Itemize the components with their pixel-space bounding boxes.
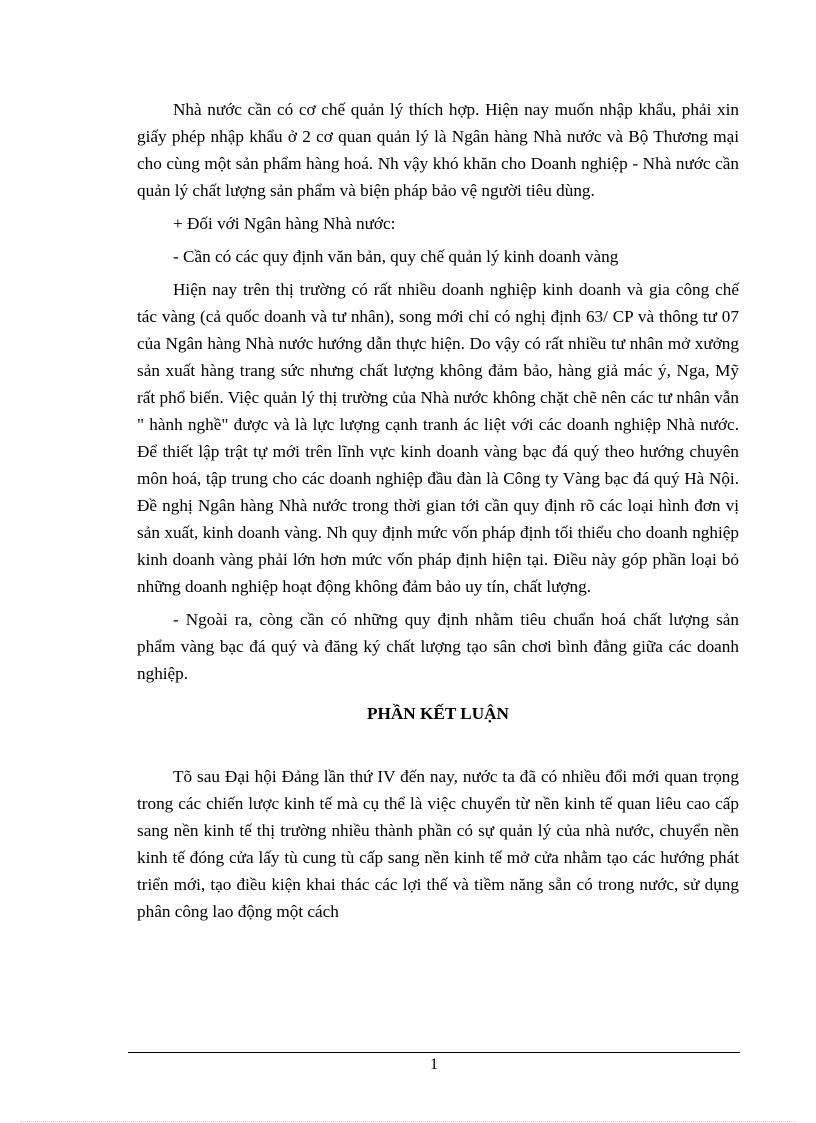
paragraph-import-licensing: Nhà nước cần có cơ chế quản lý thích hợp. Hiện nay muốn nhập khẩu, phải xin giấy phép nhập khẩu ở 2 cơ quan quản lý là Ngân hàng Nhà nước và Bộ Thương mại cho cùng một sản phẩm hàng hoá. Nh vậy khó khăn cho Doanh nghiệp - Nhà nước cần quản lý chất lượng sản phẩm và biện pháp bảo vệ người tiêu dùng. bbox=[137, 100, 739, 200]
page-number: 1 bbox=[430, 1056, 438, 1073]
conclusion-heading: PHẦN KẾT LUẬN bbox=[367, 704, 509, 723]
paragraph-conclusion: Tõ sau Đại hội Đảng lần thứ IV đến nay, nước ta đã có nhiều đổi mới quan trọng trong các chiến lược kinh tế mà cụ thể là việc chuyển từ nền kinh tế quan liêu cao cấp sang nền kinh tế thị trường nhiều thành phần có sự quản lý của nhà nước, chuyển nền kinh tế đóng cửa lấy tù cung tù cấp sang nền kinh tế mở cửa nhằm tạo các hướng phát triển mới, tạo điều kiện khai thác các lợi thế và tiềm năng sẵn có trong nước, sử dụng phân công lao động một cách bbox=[137, 767, 739, 921]
heading-spacer bbox=[137, 727, 739, 763]
page-body bbox=[137, 96, 739, 925]
paragraph-market-situation: Hiện nay trên thị trường có rất nhiều doanh nghiệp kinh doanh và gia công chế tác vàng (cả quốc doanh và tư nhân), song mới chỉ có nghị định 63/ CP và thông tư 07 của Ngân hàng Nhà nước hướng dẫn thực hiện. Do vậy có rất nhiều tư nhân mở xưởng sản xuất hàng trang sức nhưng chất lượng không đảm bảo, hàng giả mác ý, Nga, Mỹ rất phổ biến. Việc quản lý thị trường của Nhà nước không chặt chẽ nên các tư nhân vẫn " hành nghề" được và là lực lượng cạnh tranh ác liệt với các doanh nghiệp Nhà nước. Để thiết lập trật tự mới trên lĩnh vực kinh doanh vàng bạc đá quý theo hướng chuyên môn hoá, tập trung cho các doanh nghiệp đầu đàn là Công ty Vàng bạc đá quý Hà Nội. Đề nghị Ngân hàng Nhà nước trong thời gian tới cần quy định rõ các loại hình đơn vị sản xuất, kinh doanh vàng. Nh quy định mức vốn pháp định tối thiểu cho doanh nghiệp kinh doanh vàng phải lớn hơn mức vốn pháp định hiện tại. Điều này góp phần loại bỏ những doanh nghiệp hoạt động không đảm bảo uy tín, chất lượng. bbox=[137, 280, 739, 596]
paragraph-state-bank-heading: + Đối với Ngân hàng Nhà nước: bbox=[173, 214, 396, 233]
paragraph-quality-standards: - Ngoài ra, còng cần có những quy định nhằm tiêu chuẩn hoá chất lượng sản phẩm vàng bạc đá quý và đăng ký chất lượng tạo sân chơi bình đẳng giữa các doanh nghiệp. bbox=[137, 610, 739, 683]
footer-divider bbox=[128, 1052, 740, 1053]
page-bottom-edge bbox=[20, 1121, 796, 1122]
paragraph-regulation-bullet: - Cần có các quy định văn bản, quy chế quản lý kinh doanh vàng bbox=[173, 247, 619, 266]
